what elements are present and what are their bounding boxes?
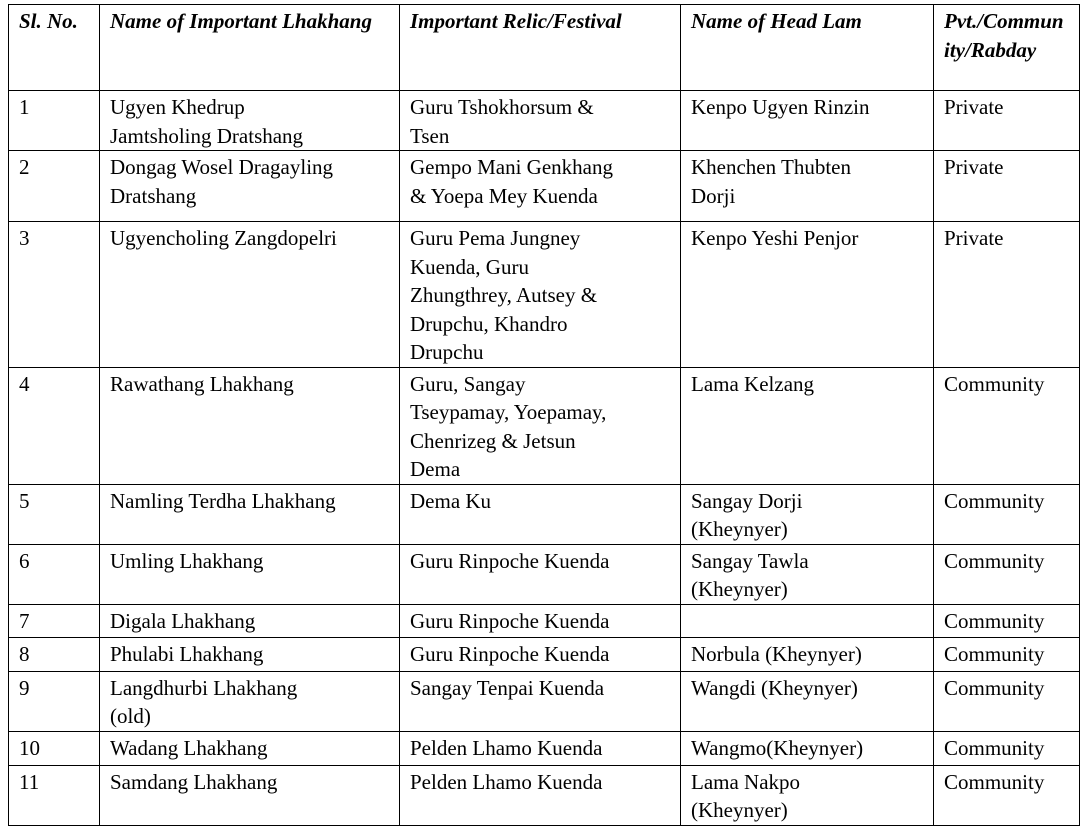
sl-no-cell: 11 xyxy=(9,765,100,825)
ownership-cell: Community xyxy=(934,731,1080,765)
lhakhang-name-cell: Umling Lhakhang xyxy=(100,544,400,604)
relic-festival-cell: Guru Tshokhorsum & Tsen xyxy=(400,91,681,151)
table-row xyxy=(9,91,1080,151)
header-head-lam: Name of Head Lam xyxy=(681,5,934,91)
relic-festival-cell: Guru Rinpoche Kuenda xyxy=(400,604,681,637)
relic-festival-cell: Pelden Lhamo Kuenda xyxy=(400,765,681,825)
head-lam-cell: Sangay Dorji (Kheynyer) xyxy=(681,484,934,544)
sl-no-cell: 1 xyxy=(9,91,100,151)
sl-no-cell: 9 xyxy=(9,671,100,731)
table-row xyxy=(9,484,1080,544)
header-relic-festival: Important Relic/Festival xyxy=(400,5,681,91)
ownership-cell: Community xyxy=(934,484,1080,544)
lhakhang-name-cell: Langdhurbi Lhakhang (old) xyxy=(100,671,400,731)
ownership-cell: Private xyxy=(934,222,1080,368)
header-sl-no: Sl. No. xyxy=(9,5,100,91)
head-lam-cell: Wangmo(Kheynyer) xyxy=(681,731,934,765)
head-lam-cell: Wangdi (Kheynyer) xyxy=(681,671,934,731)
ownership-cell: Community xyxy=(934,765,1080,825)
table-row xyxy=(9,731,1080,765)
sl-no-cell: 4 xyxy=(9,367,100,484)
head-lam-cell: Lama Kelzang xyxy=(681,367,934,484)
relic-festival-cell: Dema Ku xyxy=(400,484,681,544)
sl-no-cell: 8 xyxy=(9,637,100,671)
table-row xyxy=(9,765,1080,825)
table-row xyxy=(9,544,1080,604)
head-lam-cell: Khenchen Thubten Dorji xyxy=(681,151,934,222)
lhakhang-name-cell: Phulabi Lhakhang xyxy=(100,637,400,671)
sl-no-cell: 2 xyxy=(9,151,100,222)
lhakhang-name-cell: Namling Terdha Lhakhang xyxy=(100,484,400,544)
sl-no-cell: 7 xyxy=(9,604,100,637)
head-lam-cell: Sangay Tawla (Kheynyer) xyxy=(681,544,934,604)
head-lam-cell: Lama Nakpo (Kheynyer) xyxy=(681,765,934,825)
ownership-cell: Community xyxy=(934,671,1080,731)
relic-festival-cell: Gempo Mani Genkhang & Yoepa Mey Kuenda xyxy=(400,151,681,222)
table-row xyxy=(9,367,1080,484)
relic-festival-cell: Pelden Lhamo Kuenda xyxy=(400,731,681,765)
lhakhang-name-cell: Samdang Lhakhang xyxy=(100,765,400,825)
header-row xyxy=(9,5,1080,91)
sl-no-cell: 3 xyxy=(9,222,100,368)
lhakhang-name-cell: Rawathang Lhakhang xyxy=(100,367,400,484)
relic-festival-cell: Guru Rinpoche Kuenda xyxy=(400,544,681,604)
ownership-cell: Community xyxy=(934,604,1080,637)
lhakhang-name-cell: Ugyencholing Zangdopelri xyxy=(100,222,400,368)
lhakhang-name-cell: Dongag Wosel Dragayling Dratshang xyxy=(100,151,400,222)
head-lam-cell: Kenpo Yeshi Penjor xyxy=(681,222,934,368)
ownership-cell: Private xyxy=(934,91,1080,151)
relic-festival-cell: Sangay Tenpai Kuenda xyxy=(400,671,681,731)
ownership-cell: Community xyxy=(934,544,1080,604)
head-lam-cell: Kenpo Ugyen Rinzin xyxy=(681,91,934,151)
relic-festival-cell: Guru, Sangay Tseypamay, Yoepamay, Chenrizeg & Jetsun Dema xyxy=(400,367,681,484)
lhakhang-name-cell: Digala Lhakhang xyxy=(100,604,400,637)
head-lam-cell: Norbula (Kheynyer) xyxy=(681,637,934,671)
lhakhang-table xyxy=(8,4,1080,826)
sl-no-cell: 10 xyxy=(9,731,100,765)
lhakhang-name-cell: Ugyen Khedrup Jamtsholing Dratshang xyxy=(100,91,400,151)
lhakhang-name-cell: Wadang Lhakhang xyxy=(100,731,400,765)
head-lam-cell xyxy=(681,604,934,637)
sl-no-cell: 6 xyxy=(9,544,100,604)
header-ownership: Pvt./Community/Rabday xyxy=(934,5,1080,91)
ownership-cell: Community xyxy=(934,637,1080,671)
table-row xyxy=(9,671,1080,731)
table-body xyxy=(9,91,1080,826)
ownership-cell: Community xyxy=(934,367,1080,484)
header-lhakhang-name: Name of Important Lhakhang xyxy=(100,5,400,91)
sl-no-cell: 5 xyxy=(9,484,100,544)
table-row xyxy=(9,604,1080,637)
relic-festival-cell: Guru Rinpoche Kuenda xyxy=(400,637,681,671)
table-row xyxy=(9,151,1080,222)
ownership-cell: Private xyxy=(934,151,1080,222)
relic-festival-cell: Guru Pema Jungney Kuenda, Guru Zhungthrey, Autsey & Drupchu, Khandro Drupchu xyxy=(400,222,681,368)
table-row xyxy=(9,637,1080,671)
table-row xyxy=(9,222,1080,368)
